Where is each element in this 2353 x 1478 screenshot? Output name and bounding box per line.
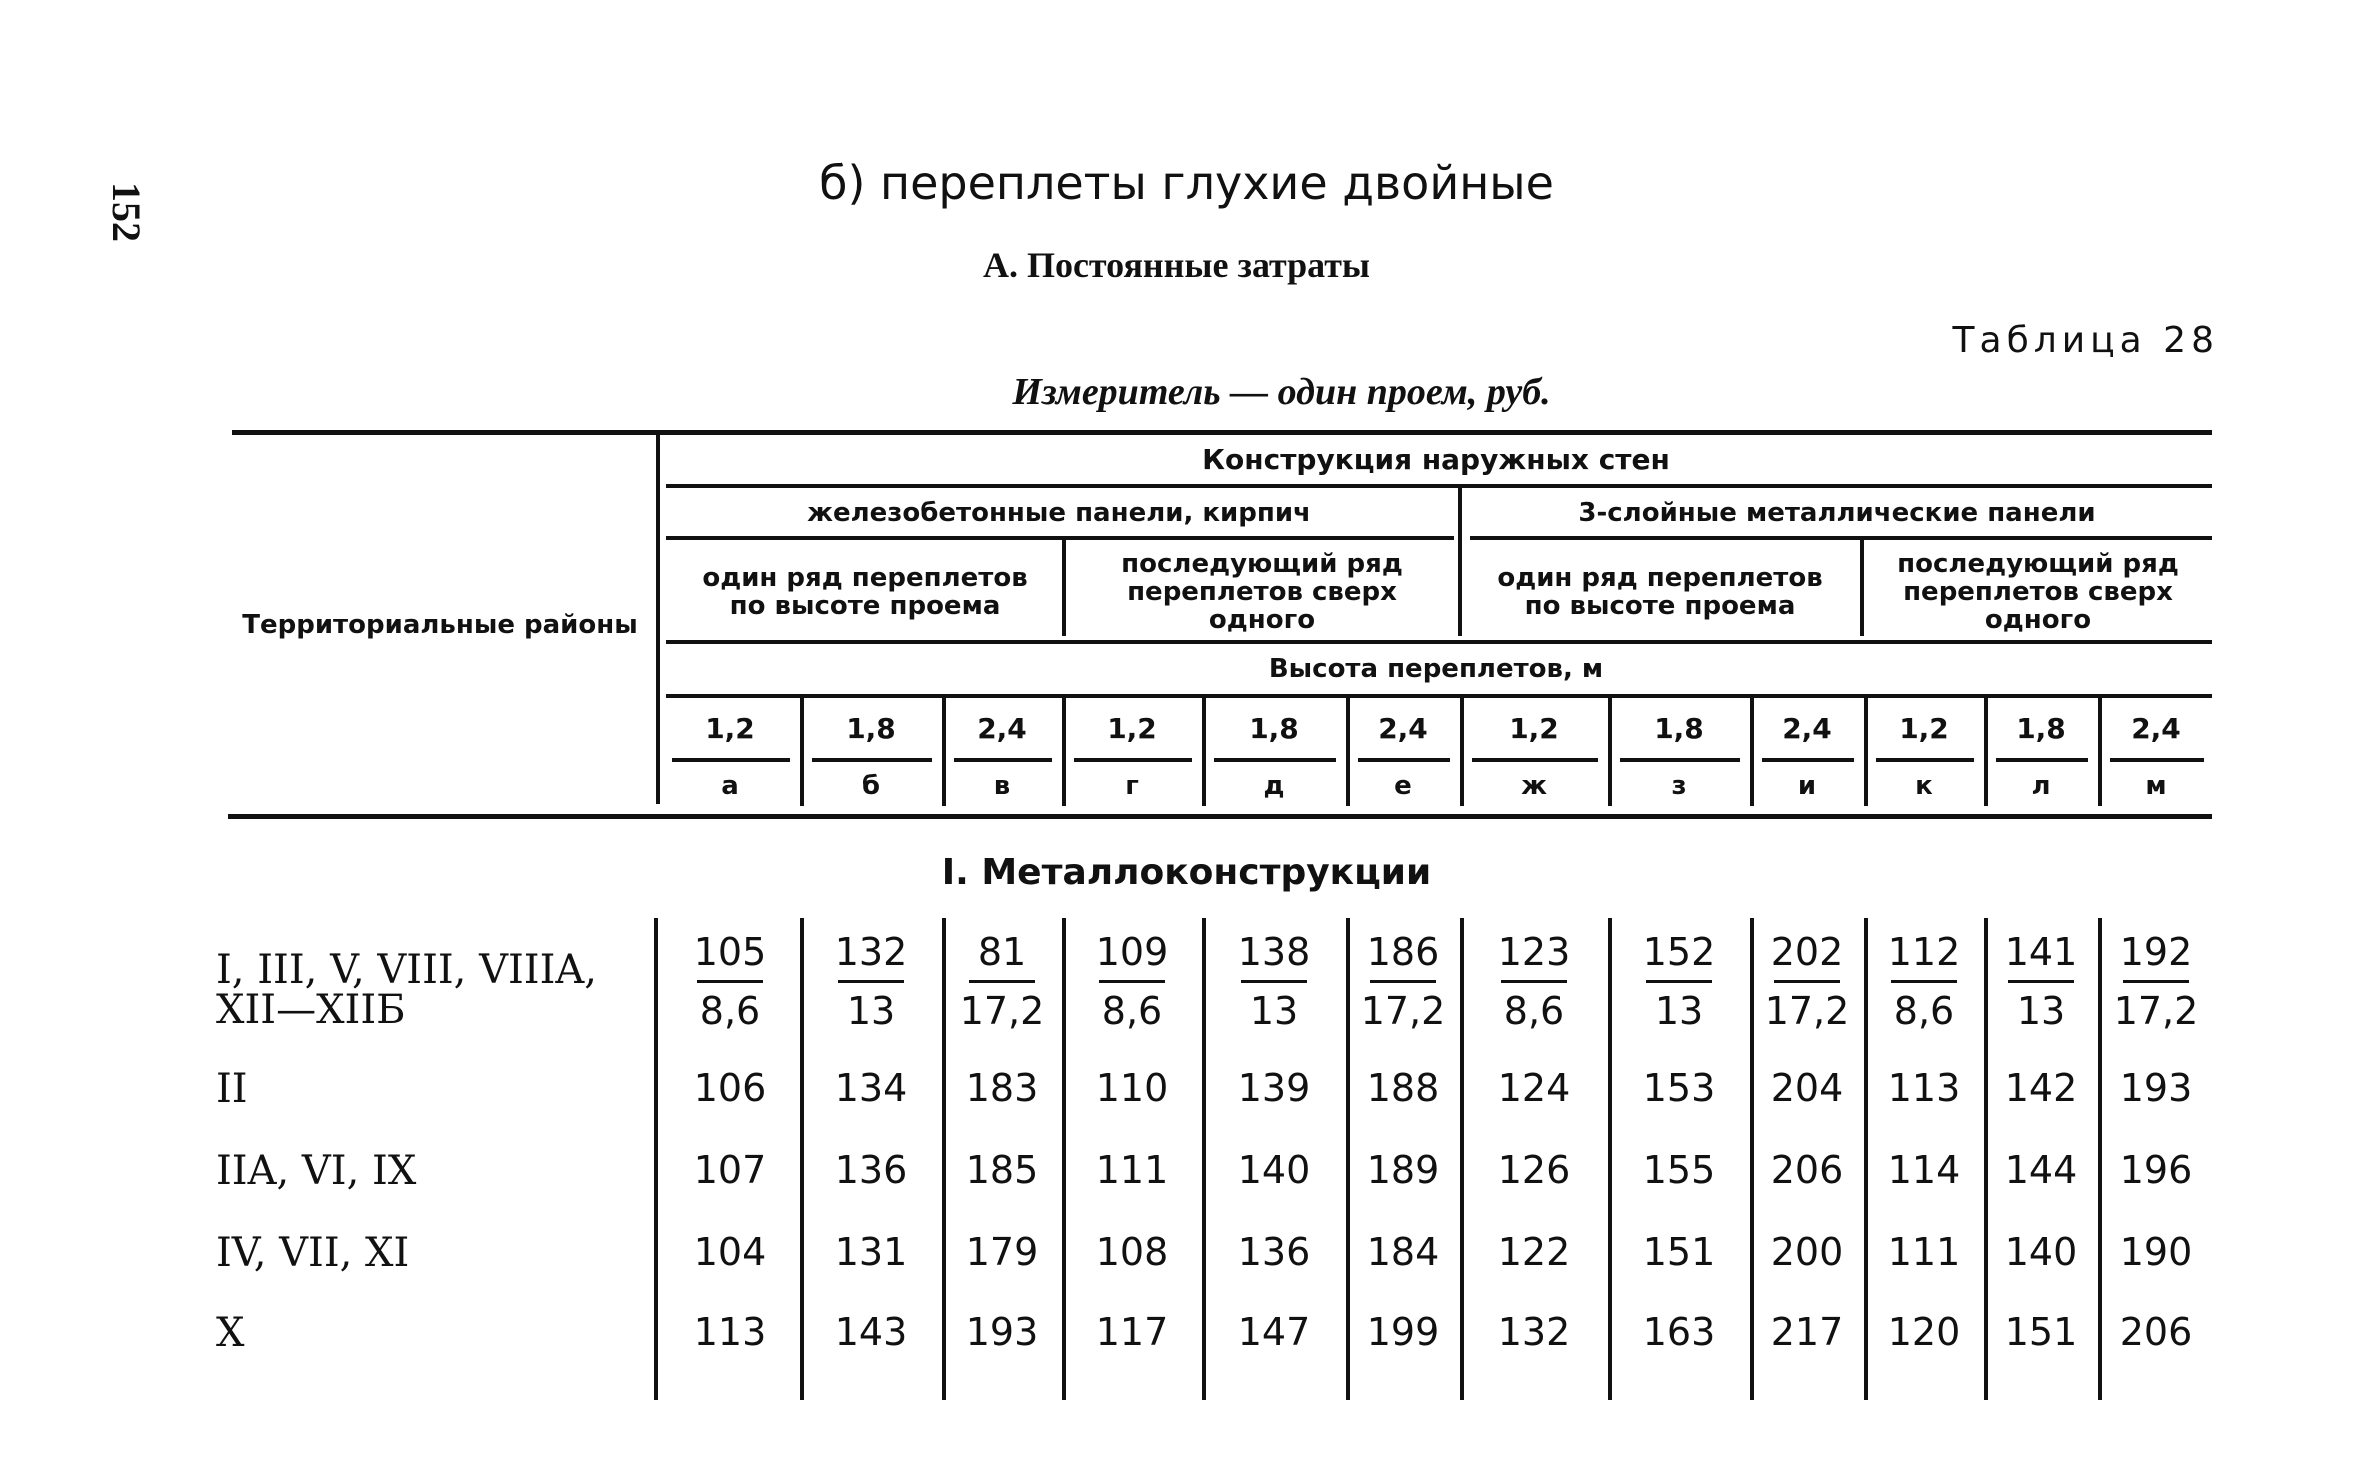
table-cell: 193 (2119, 1066, 2193, 1110)
table-cell: 188 (1366, 1066, 1440, 1110)
section-title: б) переплеты глухие двойные (819, 156, 1554, 210)
denominator: 8,6 (1893, 989, 1955, 1033)
denominator: 8,6 (699, 989, 761, 1033)
numerator: 202 (1770, 930, 1844, 974)
denominator: 17,2 (2113, 989, 2199, 1033)
table-cell: 151 (2004, 1310, 2078, 1354)
fraction-bar (2008, 980, 2074, 983)
table-cell: 124 (1497, 1066, 1571, 1110)
header-top: Конструкция наружных стен (1202, 443, 1670, 476)
fraction-bar (697, 980, 763, 983)
row-label: IV, VII, XI (216, 1230, 410, 1276)
table-cell: 111 (1095, 1148, 1169, 1192)
numerator: 109 (1095, 930, 1169, 974)
numerator: 123 (1497, 930, 1571, 974)
subgroup-2: последующий ряд переплетов сверх одного (1121, 549, 1403, 635)
table-cell: 217 (1770, 1310, 1844, 1354)
denominator: 13 (1654, 989, 1704, 1033)
subgroup-3: один ряд переплетов по высоте проема (1497, 563, 1823, 621)
column-letter: л (2031, 771, 2051, 801)
fraction-cell (1608, 930, 1750, 1033)
height-value: 1,2 (705, 712, 755, 745)
fraction-bar (1774, 980, 1840, 983)
table-cell: 196 (2119, 1148, 2193, 1192)
table-cell: 132 (1497, 1310, 1571, 1354)
table-cell: 108 (1095, 1230, 1169, 1274)
body-stub-divider (654, 918, 658, 1400)
fraction-bar (1099, 980, 1165, 983)
row-label: II (216, 1066, 248, 1112)
denominator: 8,6 (1503, 989, 1565, 1033)
table-cell: 134 (834, 1066, 908, 1110)
denominator: 13 (2016, 989, 2066, 1033)
denominator: 8,6 (1101, 989, 1163, 1033)
height-value: 1,8 (846, 712, 896, 745)
table-cell: 104 (693, 1230, 767, 1274)
table-cell: 163 (1642, 1310, 1716, 1354)
table-cell: 140 (1237, 1148, 1311, 1192)
row-label (216, 947, 646, 1033)
height-value: 2,4 (1378, 712, 1428, 745)
fraction-cell (2098, 930, 2214, 1033)
group-2: 3-слойные металлические панели (1578, 498, 2096, 528)
table-cell: 136 (1237, 1230, 1311, 1274)
table-cell: 147 (1237, 1310, 1311, 1354)
table-cell: 200 (1770, 1230, 1844, 1274)
subgroup-4: последующий ряд переплетов сверх одного (1897, 549, 2179, 635)
table-cell: 184 (1366, 1230, 1440, 1274)
numerator: 152 (1642, 930, 1716, 974)
fraction-bar (1501, 980, 1567, 983)
table-cell: 113 (693, 1310, 767, 1354)
height-value: 2,4 (1782, 712, 1832, 745)
height-label: Высота переплетов, м (1268, 654, 1604, 684)
table-cell: 144 (2004, 1148, 2078, 1192)
fraction-cell (1750, 930, 1864, 1033)
table-cell: 206 (2119, 1310, 2193, 1354)
page-number: 152 (104, 182, 149, 242)
column-letter: ж (1521, 771, 1547, 801)
table-cell: 136 (834, 1148, 908, 1192)
height-value: 1,8 (1249, 712, 1299, 745)
denominator: 13 (846, 989, 896, 1033)
unit-caption: Измеритель — один проем, руб. (1012, 371, 1551, 413)
fraction-cell (1202, 930, 1346, 1033)
table-cell: 110 (1095, 1066, 1169, 1110)
column-letter: к (1915, 771, 1933, 801)
row-label: IIA, VI, IX (216, 1148, 417, 1194)
table-cell: 131 (834, 1230, 908, 1274)
table-cell: 106 (693, 1066, 767, 1110)
column-letter: а (721, 771, 739, 801)
fraction-cell (660, 930, 800, 1033)
fraction-bar (969, 980, 1035, 983)
table-cell: 140 (2004, 1230, 2078, 1274)
numerator: 81 (977, 930, 1027, 974)
column-letter: е (1394, 771, 1412, 801)
denominator: 17,2 (1360, 989, 1446, 1033)
table-cell: 120 (1887, 1310, 1961, 1354)
table-cell: 126 (1497, 1148, 1571, 1192)
table-cell: 113 (1887, 1066, 1961, 1110)
fraction-cell (1864, 930, 1984, 1033)
numerator: 138 (1237, 930, 1311, 974)
table-cell: 155 (1642, 1148, 1716, 1192)
height-value: 1,8 (1654, 712, 1704, 745)
numerator: 192 (2119, 930, 2193, 974)
fraction-cell (1460, 930, 1608, 1033)
column-letter: д (1263, 771, 1285, 801)
fraction-cell (1346, 930, 1460, 1033)
table-cell: 204 (1770, 1066, 1844, 1110)
group-1: железобетонные панели, кирпич (807, 498, 1311, 528)
table-cell: 185 (965, 1148, 1039, 1192)
fraction-cell (800, 930, 942, 1033)
table-cell: 142 (2004, 1066, 2078, 1110)
denominator: 17,2 (959, 989, 1045, 1033)
fraction-bar (1891, 980, 1957, 983)
height-value: 2,4 (2131, 712, 2181, 745)
column-letter: б (861, 771, 881, 801)
fraction-cell (942, 930, 1062, 1033)
table-number: Таблица 28 (1952, 320, 2219, 361)
fraction-cell (1062, 930, 1202, 1033)
column-letter: м (2145, 771, 2167, 801)
column-letter: г (1125, 771, 1139, 801)
numerator: 105 (693, 930, 767, 974)
subgroup-1: один ряд переплетов по высоте проема (702, 563, 1028, 621)
subsection-title: А. Постоянные затраты (982, 245, 1371, 285)
row-label: X (216, 1310, 245, 1356)
denominator: 17,2 (1764, 989, 1850, 1033)
height-value: 1,8 (2016, 712, 2066, 745)
table-cell: 183 (965, 1066, 1039, 1110)
fraction-bar (838, 980, 904, 983)
column-letter: в (993, 771, 1011, 801)
column-letter: и (1797, 771, 1817, 801)
table-cell: 199 (1366, 1310, 1440, 1354)
numerator: 186 (1366, 930, 1440, 974)
table-cell: 139 (1237, 1066, 1311, 1110)
numerator: 112 (1887, 930, 1961, 974)
table-cell: 114 (1887, 1148, 1961, 1192)
denominator: 13 (1249, 989, 1299, 1033)
column-letter: з (1671, 771, 1687, 801)
table-cell: 206 (1770, 1148, 1844, 1192)
height-value: 1,2 (1509, 712, 1559, 745)
row-label-line: I, III, V, VIII, VIIIA, (216, 947, 597, 993)
table-cell: 190 (2119, 1230, 2193, 1274)
table-cell: 111 (1887, 1230, 1961, 1274)
row-label-line: XII—XIIБ (216, 987, 406, 1033)
fraction-bar (1370, 980, 1436, 983)
height-value: 2,4 (977, 712, 1027, 745)
table-cell: 143 (834, 1310, 908, 1354)
table-cell: 151 (1642, 1230, 1716, 1274)
table-cell: 117 (1095, 1310, 1169, 1354)
height-value: 1,2 (1107, 712, 1157, 745)
fraction-bar (1241, 980, 1307, 983)
part-title: I. Металлоконструкции (941, 852, 1432, 893)
table-cell: 189 (1366, 1148, 1440, 1192)
numerator: 132 (834, 930, 908, 974)
numerator: 141 (2004, 930, 2078, 974)
fraction-bar (2123, 980, 2189, 983)
table-cell: 193 (965, 1310, 1039, 1354)
table-cell: 122 (1497, 1230, 1571, 1274)
table-cell: 107 (693, 1148, 767, 1192)
table-cell: 153 (1642, 1066, 1716, 1110)
table-cell: 179 (965, 1230, 1039, 1274)
fraction-cell (1984, 930, 2098, 1033)
fraction-bar (1646, 980, 1712, 983)
height-value: 1,2 (1899, 712, 1949, 745)
row-header: Территориальные районы (242, 610, 638, 640)
